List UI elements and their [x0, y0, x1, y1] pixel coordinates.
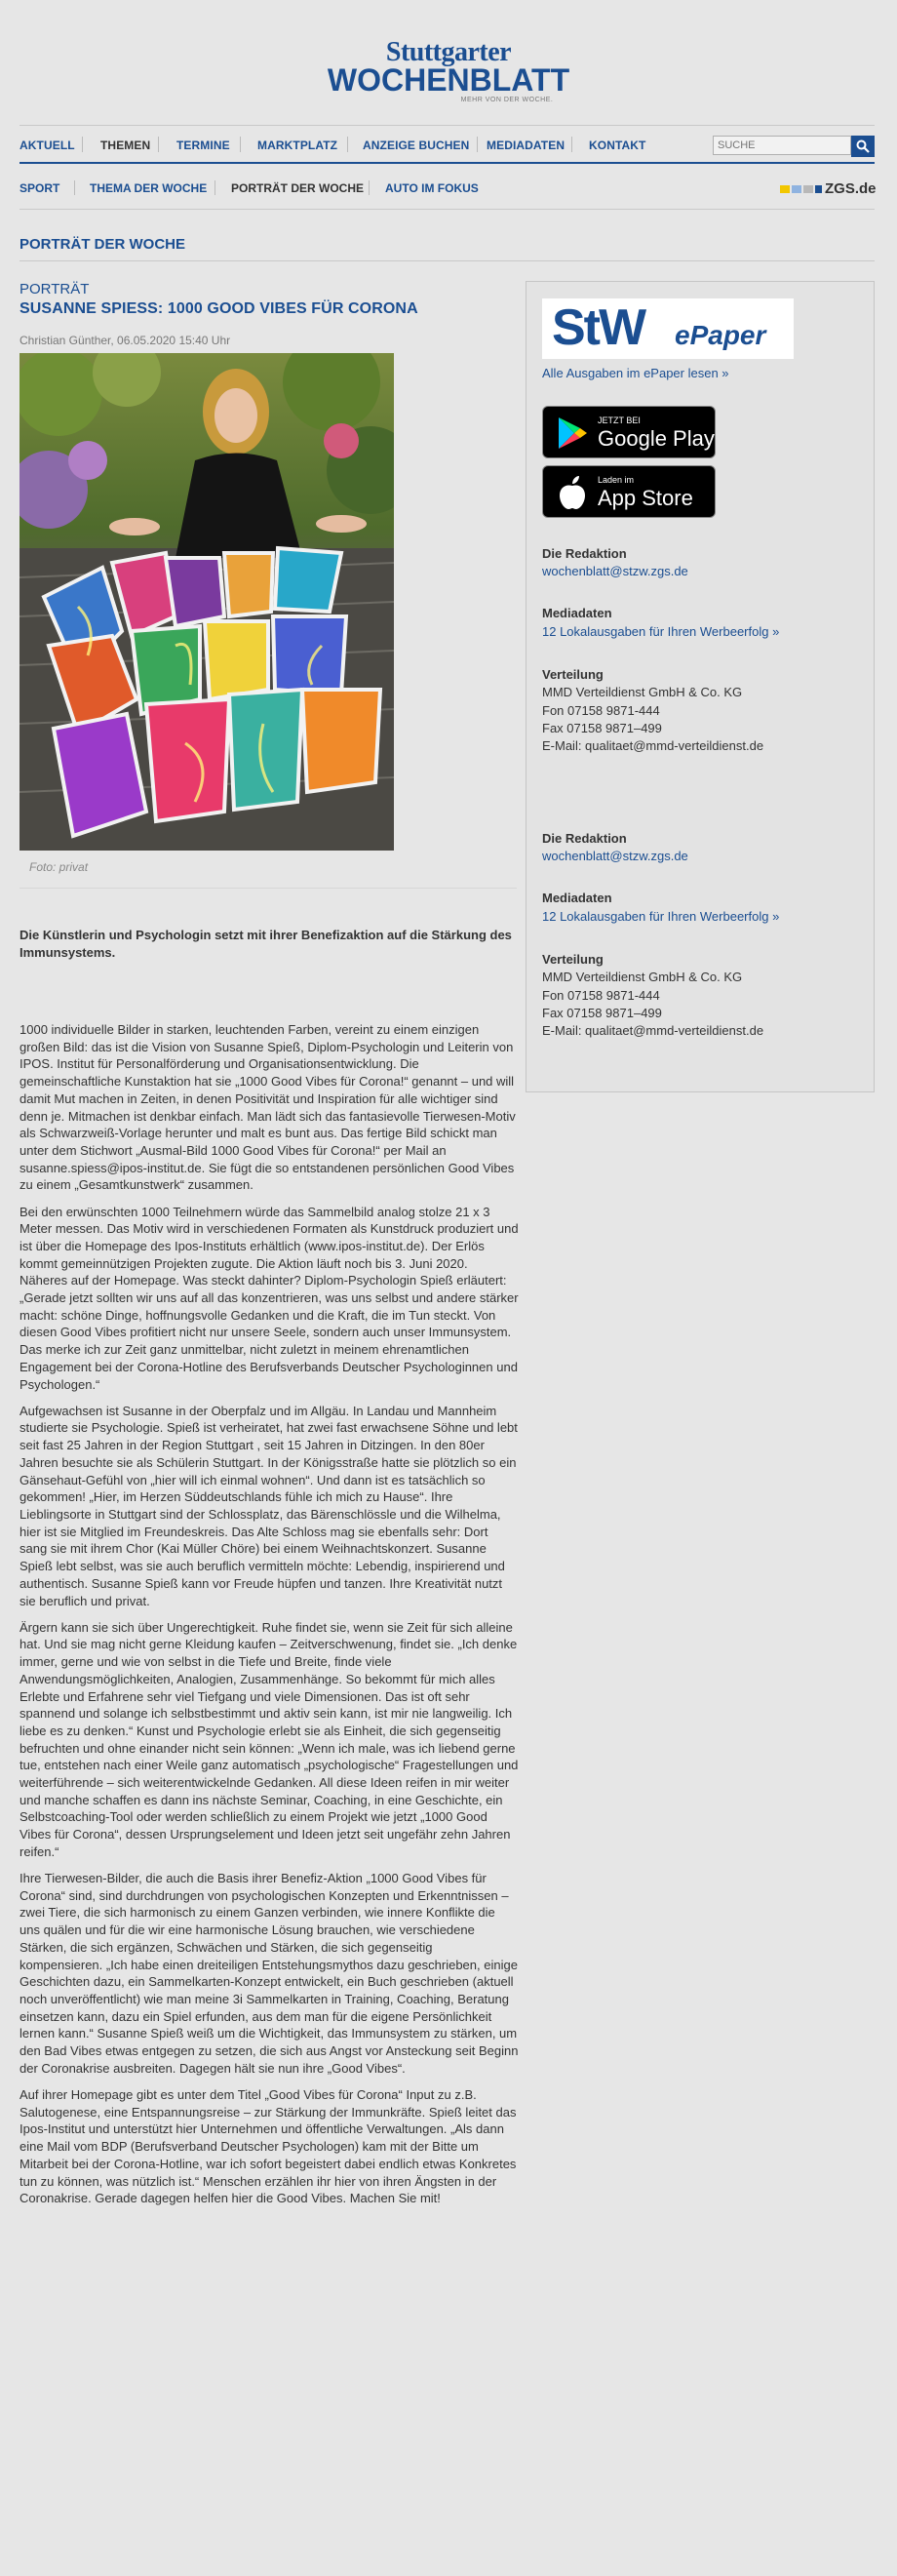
search-input[interactable] [713, 136, 851, 155]
subnav-item-portraet-der-woche[interactable]: PORTRÄT DER WOCHE [231, 181, 364, 195]
verteilung-fax: Fax 07158 9871–499 [542, 721, 662, 735]
article-paragraph: 1000 individuelle Bilder in starken, leuchtenden Farben, vereint zu einem einzigen großen Bild: das ist die Vision von Susanne Spieß, Diplom-Psychologin und Leiterin von IPOS. Institut für Personalförderung und Organisationsentwicklung. Die gemeinschaftliche Kunstaktion hat sie „1000 Good Vibes für Corona!“ genannt – und will damit Mut machen in Zeiten, in denen Positivität und Inspiration für alle wichtiger sind denn je. Mitmachen ist denkbar einfach. Man lädt sich das fantasievolle Tierwesen-Motiv als Schwarzweiß-Vorlage herunter und malt es bunt aus. Das fertige Bild schickt man unter dem Stichwort „Ausmal-Bild 1000 Good Vibes für Corona!“ per Mail an susanne.spiess@ipos-institut.de. Sie fügt die so entstandenen persönlichen Good Vibes zu einem „Gesamtkunstwerk“ zusammen. [20, 1022, 516, 1193]
redaktion-heading: Die Redaktion [542, 831, 627, 846]
logo-claim: MEHR VON DER WOCHE. [460, 97, 554, 103]
epaper-link[interactable]: Alle Ausgaben im ePaper lesen » [542, 366, 729, 380]
epaper-logo-stw: StW [552, 299, 645, 356]
app-store-big-text: App Store [598, 486, 693, 510]
subnav-item-thema-der-woche[interactable]: THEMA DER WOCHE [90, 181, 208, 195]
subnav-item-sport[interactable]: SPORT [20, 181, 60, 195]
subnav-separator [74, 180, 75, 195]
verteilung-heading: Verteilung [542, 667, 604, 682]
redaktion-heading: Die Redaktion [542, 546, 627, 561]
logo-bar-icon [792, 185, 801, 193]
nav-separator [477, 137, 478, 152]
article-paragraph: Aufgewachsen ist Susanne in der Oberpfalz und im Allgäu. In Landau und Mannheim studierte sie Psychologie. Spieß ist verheiratet, hat zwei fast erwachsene Söhne und lebt seit fast 25 Jahren in der Region Stuttgart , seit 15 Jahren in Ditzingen. In den 80er Jahren besuchte sie als Schülerin Stuttgart. In der Königsstraße hatte sie plötzlich so ein Gänsehaut-Gefühl von „hier will ich einmal wohnen“. Und dann ist es tatsächlich so gekommen! „Hier, im Herzen Süddeutschlands fühle ich mich zu Hause“. Ihre Lieblingsorte in Stuttgart sind der Schlossplatz, das Bärenschlössle und die Wilhelma, hier ist sie Mitglied im Freundeskreis. Das Alte Schloss mag sie ebenfalls sehr: Dort sang sie mit ihrem Chor (Kai Müller Chöre) bei einem Weihnachtskonzert. Susanne Spieß lebt selbst, was sie auch beruflich vermitteln möchte: Lebendig, inspirierend und authentisch. Susanne Spieß kann vor Freude hüpfen und tanzen. Ihre Kreativität nutzt sie beruflich und privat. [20, 1403, 518, 1608]
nav-item-termine[interactable]: TERMINE [176, 139, 230, 152]
redaktion-email-link[interactable]: wochenblatt@stzw.zgs.de [542, 564, 688, 578]
article-kicker: PORTRÄT [20, 281, 90, 297]
artist-with-paintings-photo [20, 353, 394, 851]
nav-underline [20, 162, 875, 164]
nav-item-kontakt[interactable]: KONTAKT [589, 139, 646, 152]
subnav-divider [20, 209, 875, 210]
verteilung-fax: Fax 07158 9871–499 [542, 1006, 662, 1020]
article-paragraph: Ihre Tierwesen-Bilder, die auch die Basis ihrer Benefiz-Aktion „1000 Good Vibes für Corona“ sind, sind durchdrungen von psychologischen Konzepten und Erkenntnissen – zwei Tiere, die sich harmonisch zu einem Ganzen verbinden, wie innere Konflikte die uns quälen und für die wir eine harmonische Lösung brauchen, wie verschiedene Stärken, die sich ergänzen, Schwächen und Stärken, die sich gegenseitig kompensieren. „Ich habe einen dreiteiligen Entstehungsmythos dazu geschrieben, einige Geschichten dazu, ein Sammelkarten-Konzept entwickelt, ein Buch geschrieben (aktuell noch unveröffentlicht) wie man meine 3i Sammelkarten in Training, Coaching, Beratung einsetzen kann, dazu ein Spiel erfunden, aus dem man für die eigene Persönlichkeit lernen kann.“ Susanne Spieß weiß um die Wichtigkeit, das Immunsystem zu stärken, um den Bad Vibes etwas entgegen zu setzen, die sich aus Angst vor Ansteckung seit Beginn der Coronakrise ausbreiten. Dagegen hält sie nun ihre „Good Vibes“. [20, 1871, 519, 2076]
article-paragraph: Bei den erwünschten 1000 Teilnehmern würde das Sammelbild analog stolze 21 x 3 Meter messen. Das Motiv wird in verschiedenen Formaten als Kunstdruck produziert und ist über die Homepage des Ipos-Instituts erhältlich (www.ipos-institut.de). Der Erlös kommt gemeinnützigen Projekten zugute. Die Aktion läuft noch bis 3. Juni 2020. Näheres auf der Homepage. Was steckt dahinter? Diplom-Psychologin Spieß erläutert: „Gerade jetzt sollten wir uns auf all das konzentrieren, was uns selbst und andere stärker macht: schöne Dinge, hoffnungsvolle Gedanken und die Kraft, die im Tun steckt. Von diesen Good Vibes profitiert nicht nur unsere Seele, sondern auch unser Immunsystem. Das merke ich zur Zeit ganz unmittelbar, nicht zuletzt in meinem ehrenamtlichen Engagement bei der Corona-Hotline des Berufsverbands Deutscher Psychologinnen und Psychologen.“ [20, 1204, 519, 1392]
article-headline: SUSANNE SPIESS: 1000 GOOD VIBES FÜR CORONA [20, 300, 418, 317]
nav-item-aktuell[interactable]: AKTUELL [20, 139, 75, 152]
epaper-logo[interactable] [542, 298, 794, 359]
article-paragraph: Auf ihrer Homepage gibt es unter dem Titel „Good Vibes für Corona“ Input zu z.B. Salutogenese, eine Entspannungsreise – zur Stärkung der Immunkräfte. Spieß leitet das Ipos-Institut und unterstützt hier Unternehmen und öffentliche Verwaltungen. „Als dann eine Mail vom BDP (Berufsverband Deutscher Psychologen) kam mit der Bitte um Mitarbeit bei der Corona-Hotline, war ich sofort begeistert dabei endlich etwas Konkretes tun zu können, was nützlich ist.“ Menschen erzählen ihr hier von ihren Ängsten in der Coronakrise. Gerade dagegen helfen hier die Good Vibes. Machen Sie mit! [20, 2086, 517, 2206]
mediadaten-link[interactable]: 12 Lokalausgaben für Ihren Werbeerfolg » [542, 909, 780, 924]
logo-bar-icon [815, 185, 822, 193]
logo-main-text: WOCHENBLATT [327, 62, 570, 98]
mediadaten-link[interactable]: 12 Lokalausgaben für Ihren Werbeerfolg » [542, 624, 780, 639]
article-photo[interactable] [20, 353, 394, 851]
redaktion-email-link[interactable]: wochenblatt@stzw.zgs.de [542, 849, 688, 863]
verteilung-company: MMD Verteildienst GmbH & Co. KG [542, 685, 743, 699]
article-lead: Die Künstlerin und Psychologin setzt mit ihrer Benefizaktion auf die Stärkung des Immunsystems. [20, 928, 512, 960]
subnav-separator [214, 180, 215, 195]
nav-item-themen[interactable]: THEMEN [100, 139, 151, 152]
caption-divider [20, 888, 517, 889]
app-store-small-text: Laden im [598, 475, 635, 485]
search-button[interactable] [851, 136, 875, 157]
verteilung-fon: Fon 07158 9871-444 [542, 703, 660, 718]
mediadaten-heading: Mediadaten [542, 891, 612, 905]
mediadaten-heading: Mediadaten [542, 606, 612, 620]
verteilung-fon: Fon 07158 9871-444 [542, 988, 660, 1003]
secondary-nav [20, 178, 875, 199]
app-store-button[interactable] [542, 465, 716, 518]
verteilung-email: E-Mail: qualitaet@mmd-verteildienst.de [542, 1023, 764, 1038]
article-paragraph: Ärgern kann sie sich über Ungerechtigkeit. Ruhe findet sie, wenn sie Zeit für sich alleine hat. Und sie mag nicht gerne Kleidung kaufen – Zeitverschwenung, findet sie. „Ich denke immer, gerne und wie von selbst in die Tiefe und Breite, finde viele Anwendungsmöglichkeiten, Analogien, Zusammenhänge. So bekommt für mich alles Erlebte und Erfahrene sehr viel Tiefgang und viele Dimensionen. Das ist oft sehr spannend und solange ich selbstbestimmt und aktiv sein kann, ist mir nie langweilig. Ich liebe es zu denken.“ Kunst und Psychologie erlebt sie als Einheit, die sich gegenseitig befruchten und ohne einander nicht sein können: „Wenn ich male, was ich liebend gerne tue, entstehen nach einer Weile ganz automatisch „psychologische“ Fragestellungen und weiterführende – sich weiterentwickelnde Gedanken. All diese Ideen reifen in mir weiter und manche schaffen es dann ins nächste Seminar, Coaching, in eine Geschichte, ein Selbstcoaching-Tool oder werden schließlich zu einem Projekt wie jetzt „1000 Good Vibes für Corona“, dessen Ursprungselement und Ideen jetzt seit ungefähr zehn Jahren reifen.“ [20, 1619, 519, 1859]
section-divider [20, 260, 875, 261]
zgs-partner-logo[interactable] [780, 180, 878, 198]
article-byline: Christian Günther, 06.05.2020 15:40 Uhr [20, 334, 231, 347]
nav-separator [82, 137, 83, 152]
verteilung-company: MMD Verteildienst GmbH & Co. KG [542, 970, 743, 984]
site-logo[interactable] [0, 39, 897, 103]
google-play-small-text: JETZT BEI [598, 416, 641, 425]
sidebar [526, 281, 875, 1092]
nav-item-marktplatz[interactable]: MARKTPLATZ [257, 139, 338, 152]
article-body [20, 1021, 519, 2216]
nav-separator [571, 137, 572, 152]
subnav-separator [369, 180, 370, 195]
nav-separator [158, 137, 159, 152]
subnav-item-auto-im-fokus[interactable]: AUTO IM FOKUS [385, 181, 479, 195]
apple-icon [557, 475, 588, 510]
logo-top-text: Stuttgarter [385, 37, 512, 67]
nav-separator [347, 137, 348, 152]
nav-item-mediadaten[interactable]: MEDIADATEN [487, 139, 566, 152]
google-play-icon [555, 416, 590, 451]
logo-bar-icon [780, 185, 790, 193]
google-play-button[interactable] [542, 406, 716, 458]
logo-bar-icon [803, 185, 813, 193]
photo-caption: Foto: privat [29, 860, 89, 874]
section-title: PORTRÄT DER WOCHE [20, 236, 185, 253]
search-icon [856, 139, 870, 153]
verteilung-email: E-Mail: qualitaet@mmd-verteildienst.de [542, 738, 764, 753]
verteilung-heading: Verteilung [542, 952, 604, 967]
google-play-big-text: Google Play [598, 426, 715, 451]
epaper-logo-epaper: ePaper [675, 320, 766, 350]
nav-separator [240, 137, 241, 152]
nav-item-anzeige-buchen[interactable]: ANZEIGE BUCHEN [363, 139, 470, 152]
zgs-logo-text: ZGS.de [825, 180, 877, 197]
nav-top-divider [20, 125, 875, 126]
